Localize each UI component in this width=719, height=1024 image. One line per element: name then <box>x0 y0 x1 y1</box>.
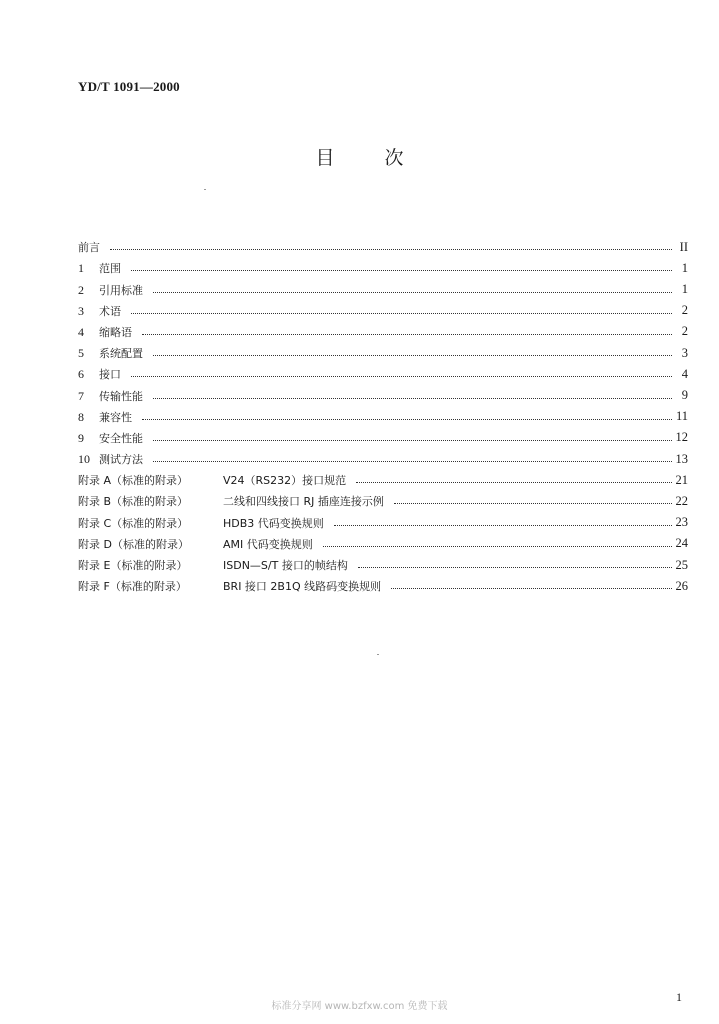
toc-annex-title: BRI 接口 2B1Q 线路码变换规则 <box>223 580 382 594</box>
page-title: 目次 <box>315 147 454 169</box>
toc-section-number: 5 <box>78 346 84 361</box>
scan-speck <box>377 654 379 655</box>
toc-page-number: 9 <box>681 388 688 402</box>
toc-page-number: 1 <box>681 260 688 275</box>
toc-annex-label: 附录 C（标准的附录） <box>78 516 189 530</box>
toc-section-number: 8 <box>78 409 84 424</box>
toc-leader-dots <box>142 333 672 335</box>
toc-leader-dots <box>323 545 672 547</box>
toc-page-number: 24 <box>675 536 688 551</box>
toc-row[interactable] <box>78 359 688 380</box>
toc-row[interactable] <box>78 338 688 359</box>
toc-page-number: 1 <box>681 282 688 297</box>
toc-row[interactable] <box>78 253 688 274</box>
toc-row[interactable] <box>78 317 688 338</box>
standard-code: YD/T 1091—2000 <box>78 79 180 94</box>
toc-section-number: 1 <box>78 261 84 276</box>
toc-page-number: 4 <box>681 366 688 381</box>
toc-label: 范围 <box>99 262 121 276</box>
toc-leader-dots <box>153 439 672 441</box>
toc-leader-dots <box>391 587 671 589</box>
toc-page-number: 2 <box>681 303 688 318</box>
toc-label: 术语 <box>99 304 121 318</box>
toc-label: 安全性能 <box>99 431 143 445</box>
toc-page-number: 23 <box>675 515 688 530</box>
toc-label: 测试方法 <box>99 453 143 467</box>
toc-annex-row[interactable] <box>78 465 688 486</box>
toc-leader-dots <box>334 524 672 526</box>
toc-leader-dots <box>153 397 672 399</box>
toc-annex-label: 附录 A（标准的附录） <box>78 474 189 488</box>
toc-annex-label: 附录 E（标准的附录） <box>78 559 188 572</box>
toc-leader-dots <box>153 354 672 356</box>
toc-page-number: 2 <box>681 324 688 339</box>
toc-annex-row[interactable] <box>78 550 688 571</box>
toc-leader-dots <box>142 418 672 420</box>
toc-annex-row[interactable] <box>78 486 688 507</box>
toc-page-number: 13 <box>675 451 688 466</box>
toc-leader-dots <box>131 312 672 314</box>
toc-leader-dots <box>153 460 672 462</box>
toc-annex-label: 附录 D（标准的附录） <box>78 537 189 551</box>
toc-label: 缩略语 <box>99 325 132 339</box>
toc-page-number: 11 <box>675 409 688 424</box>
toc-row[interactable] <box>78 296 688 317</box>
toc-row[interactable] <box>78 444 688 465</box>
toc-annex-title: ISDN—S/T 接口的帧结构 <box>223 559 348 572</box>
toc-label: 引用标准 <box>99 283 143 297</box>
toc-annex-label: 附录 B（标准的附录） <box>78 495 189 509</box>
toc-leader-dots <box>153 291 672 293</box>
page-number: 1 <box>676 990 682 1004</box>
toc-row[interactable] <box>78 232 688 253</box>
toc-section-number: 7 <box>78 388 84 403</box>
toc-label: 兼容性 <box>99 410 132 424</box>
toc-annex-label: 附录 F（标准的附录） <box>78 580 187 594</box>
toc-section-number: 6 <box>78 367 84 382</box>
toc-annex-title: V24（RS232）接口规范 <box>223 474 347 488</box>
toc-row[interactable] <box>78 402 688 423</box>
toc-annex-row[interactable] <box>78 507 688 528</box>
toc-leader-dots <box>358 566 672 568</box>
toc-leader-dots <box>110 248 672 250</box>
toc-page-number: 22 <box>675 493 688 508</box>
toc-label: 系统配置 <box>99 347 143 361</box>
toc-leader-dots <box>356 481 671 483</box>
toc-section-number: 9 <box>78 430 84 445</box>
toc-row[interactable] <box>78 380 688 401</box>
scan-speck <box>204 189 206 190</box>
toc-section-number: 4 <box>78 324 84 339</box>
toc-label: 前言 <box>78 241 100 255</box>
toc-page-number: 25 <box>675 557 688 572</box>
toc-page-number: 21 <box>675 472 688 487</box>
toc-annex-row[interactable] <box>78 571 688 592</box>
table-of-contents <box>78 232 688 592</box>
toc-section-number: 3 <box>78 303 84 318</box>
toc-leader-dots <box>131 269 672 271</box>
toc-row[interactable] <box>78 274 688 295</box>
toc-page-number: 12 <box>675 430 688 445</box>
toc-section-number: 10 <box>78 452 90 467</box>
toc-label: 接口 <box>99 368 121 382</box>
toc-annex-title: AMI 代码变换规则 <box>223 537 313 551</box>
toc-annex-row[interactable] <box>78 529 688 550</box>
toc-leader-dots <box>394 502 672 504</box>
toc-annex-title: HDB3 代码变换规则 <box>223 516 324 530</box>
footer-watermark: 标准分享网 www.bzfxw.com 免费下载 <box>271 1001 448 1012</box>
toc-page-number: II <box>679 239 688 254</box>
toc-page-number: 26 <box>675 578 688 593</box>
toc-label: 传输性能 <box>99 389 143 403</box>
toc-page-number: 3 <box>681 345 688 360</box>
toc-leader-dots <box>131 375 672 377</box>
toc-section-number: 2 <box>78 282 84 297</box>
toc-annex-title: 二线和四线接口 RJ 插座连接示例 <box>223 495 384 509</box>
toc-row[interactable] <box>78 423 688 444</box>
